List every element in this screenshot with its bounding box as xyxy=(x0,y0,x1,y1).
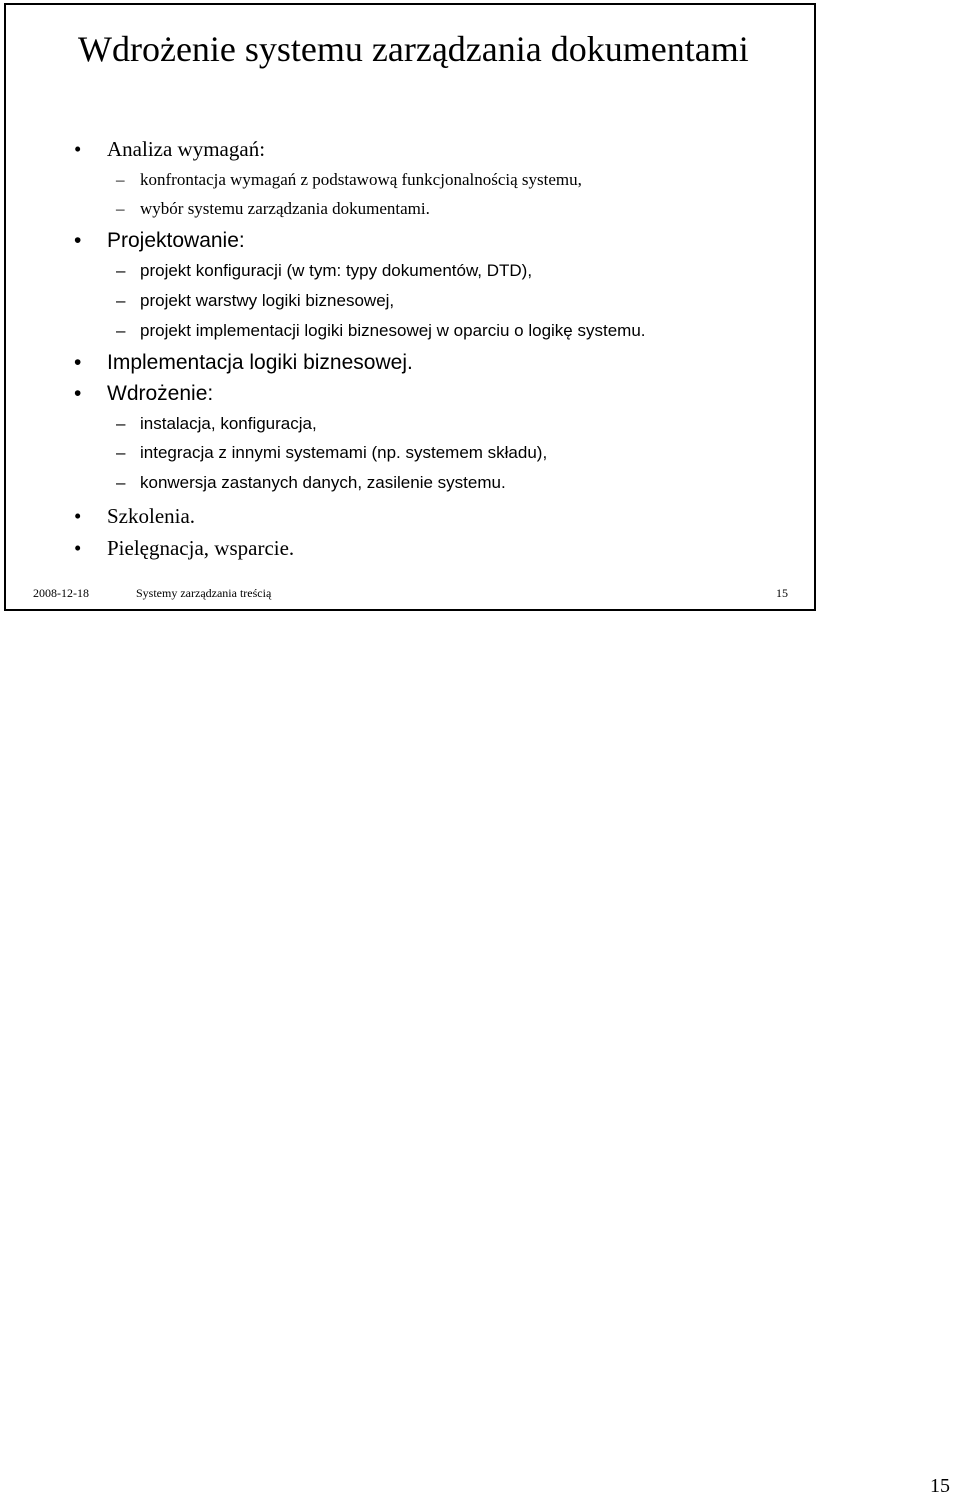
bullet-marker: • xyxy=(74,137,82,161)
footer-title: Systemy zarządzania treścią xyxy=(136,586,272,600)
footer-slide-number: 15 xyxy=(776,586,788,600)
bullet-text: Pielęgnacja, wsparcie. xyxy=(107,536,295,560)
bullet-marker: • xyxy=(74,351,82,374)
bullet-marker: • xyxy=(74,382,82,405)
footer-date: 2008-12-18 xyxy=(33,586,89,600)
sub-bullet-text: wybór systemu zarządzania dokumentami. xyxy=(140,199,430,218)
dash-marker: – xyxy=(116,473,126,492)
dash-marker: – xyxy=(116,414,126,433)
bullet-marker: • xyxy=(74,229,82,252)
sub-bullet-text: projekt konfiguracji (w tym: typy dokumentów, DTD), xyxy=(140,261,533,280)
bullet-marker: • xyxy=(74,504,82,528)
page-number: 15 xyxy=(930,1475,950,1497)
sub-bullet-text: projekt implementacji logiki biznesowej w oparciu o logikę systemu. xyxy=(140,321,646,340)
slide xyxy=(4,3,816,611)
dash-marker: – xyxy=(116,261,126,280)
sub-bullet-text: konwersja zastanych danych, zasilenie systemu. xyxy=(140,473,506,492)
dash-marker: – xyxy=(116,199,125,218)
bullet-text: Szkolenia. xyxy=(107,504,196,528)
bullet-marker: • xyxy=(74,536,82,560)
sub-bullet-text: konfrontacja wymagań z podstawową funkcjonalnością systemu, xyxy=(140,170,582,189)
dash-marker: – xyxy=(116,443,126,462)
dash-marker: – xyxy=(116,291,126,310)
bullet-text: Wdrożenie: xyxy=(107,382,214,405)
sub-bullet-text: integracja z innymi systemami (np. systemem składu), xyxy=(140,443,548,462)
bullet-text: Implementacja logiki biznesowej. xyxy=(107,351,413,374)
dash-marker: – xyxy=(116,170,125,189)
bullet-text: Analiza wymagań: xyxy=(107,137,266,161)
dash-marker: – xyxy=(116,321,126,340)
sub-bullet-text: instalacja, konfiguracja, xyxy=(140,414,317,433)
bullet-text: Projektowanie: xyxy=(107,229,245,252)
slide-title: Wdrożenie systemu zarządzania dokumentami xyxy=(78,29,749,69)
sub-bullet-text: projekt warstwy logiki biznesowej, xyxy=(140,291,395,310)
